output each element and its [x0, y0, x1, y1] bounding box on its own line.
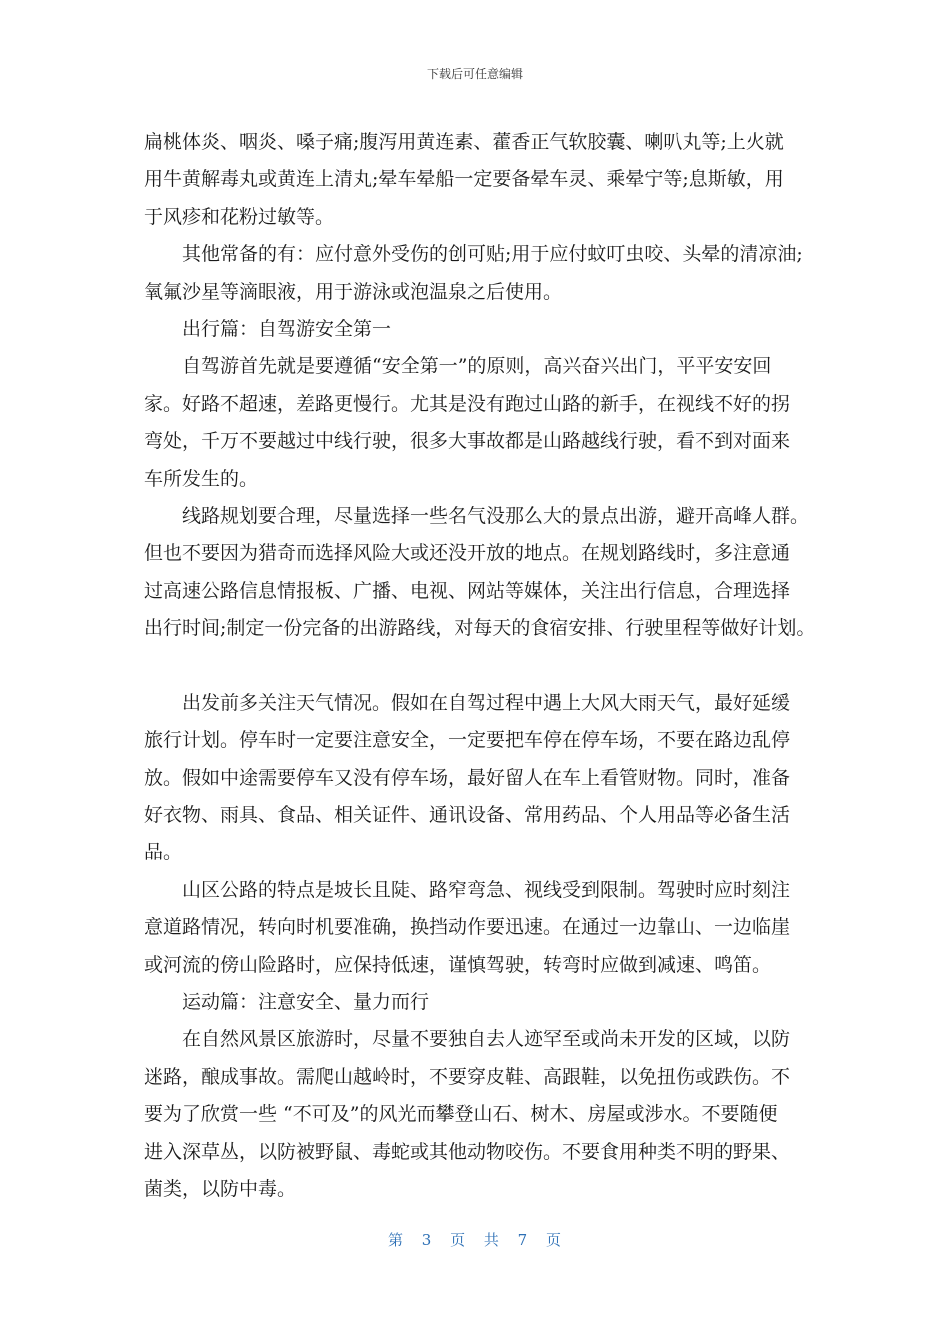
section-heading-text: 运动篇：注意安全、量力而行 [182, 990, 430, 1013]
text-line: 扁桃体炎、咽炎、嗓子痛;腹泻用黄连素、藿香正气软胶囊、喇叭丸等;上火就 [144, 131, 784, 153]
text-line: 迷路，酿成事故。需爬山越岭时，不要穿皮鞋、高跟鞋，以免扭伤或跌伤。不 [144, 1065, 791, 1088]
paragraph-gap [144, 647, 820, 684]
paragraph [144, 872, 820, 984]
page-footer: 第 3 页 共 7 页 [388, 1231, 562, 1249]
paragraph [144, 348, 820, 498]
text-line: 菌类，以防中毒。 [144, 1177, 297, 1200]
section-heading [144, 984, 820, 1021]
text-line: 于风疹和花粉过敏等。 [144, 205, 335, 228]
text-line: 氧氟沙星等滴眼液，用于游泳或泡温泉之后使用。 [144, 280, 563, 303]
text-line: 用牛黄解毒丸或黄连上清丸;晕车晕船一定要备晕车灵、乘晕宁等;息斯敏，用 [144, 168, 784, 191]
paragraph [144, 1021, 820, 1208]
text-line: 山区公路的特点是坡长且陡、路窄弯急、视线受到限制。驾驶时应时刻注 [182, 878, 791, 901]
text-line: 品。 [144, 841, 183, 864]
text-line: 好衣物、雨具、食品、相关证件、通讯设备、常用药品、个人用品等必备生活 [144, 804, 791, 827]
text-line: 要为了欣赏一些 “不可及”的风光而攀登山石、树木、房屋或涉水。不要随便 [144, 1103, 778, 1126]
text-line: 意道路情况，转向时机要准确，换挡动作要迅速。在通过一边靠山、一边临崖 [144, 916, 791, 939]
document-body [144, 124, 820, 1208]
page-header: 下载后可任意编辑 [426, 67, 523, 81]
text-line: 在自然风景区旅游时，尽量不要独自去人迹罕至或尚未开发的区域，以防 [182, 1028, 791, 1051]
paragraph [144, 236, 820, 311]
text-line: 其他常备的有：应付意外受伤的创可贴;用于应付蚊叮虫咬、头晕的清凉油; [182, 243, 803, 266]
text-line: 线路规划要合理，尽量选择一些名气没那么大的景点出游，避开高峰人群。 [182, 504, 810, 527]
text-line: 车所发生的。 [144, 467, 259, 490]
paragraph [144, 685, 820, 872]
text-line: 旅行计划。停车时一定要注意安全，一定要把车停在停车场，不要在路边乱停 [144, 729, 791, 752]
text-line: 弯处，千万不要越过中线行驶，很多大事故都是山路越线行驶，看不到对面来 [144, 430, 791, 453]
text-line: 家。好路不超速，差路更慢行。尤其是没有跑过山路的新手，在视线不好的拐 [144, 392, 791, 415]
section-heading [144, 311, 820, 348]
text-line: 出行时间;制定一份完备的出游路线，对每天的食宿安排、行驶里程等做好计划。 [144, 617, 816, 640]
paragraph [144, 124, 820, 236]
text-line: 自驾游首先就是要遵循“安全第一”的原则，高兴奋兴出门，平平安安回 [182, 355, 772, 378]
text-line: 过高速公路信息情报板、广播、电视、网站等媒体，关注出行信息，合理选择 [144, 579, 791, 602]
paragraph [144, 498, 820, 648]
text-line: 但也不要因为猎奇而选择风险大或还没开放的地点。在规划路线时，多注意通 [144, 542, 791, 565]
text-line: 出发前多关注天气情况。假如在自驾过程中遇上大风大雨天气，最好延缓 [182, 691, 791, 714]
text-line: 或河流的傍山险路时，应保持低速，谨慎驾驶，转弯时应做到减速、鸣笛。 [144, 953, 772, 976]
text-line: 放。假如中途需要停车又没有停车场，最好留人在车上看管财物。同时，准备 [144, 766, 791, 789]
text-line: 进入深草丛，以防被野鼠、毒蛇或其他动物咬伤。不要食用种类不明的野果、 [144, 1140, 791, 1163]
section-heading-text: 出行篇：自驾游安全第一 [182, 317, 392, 340]
